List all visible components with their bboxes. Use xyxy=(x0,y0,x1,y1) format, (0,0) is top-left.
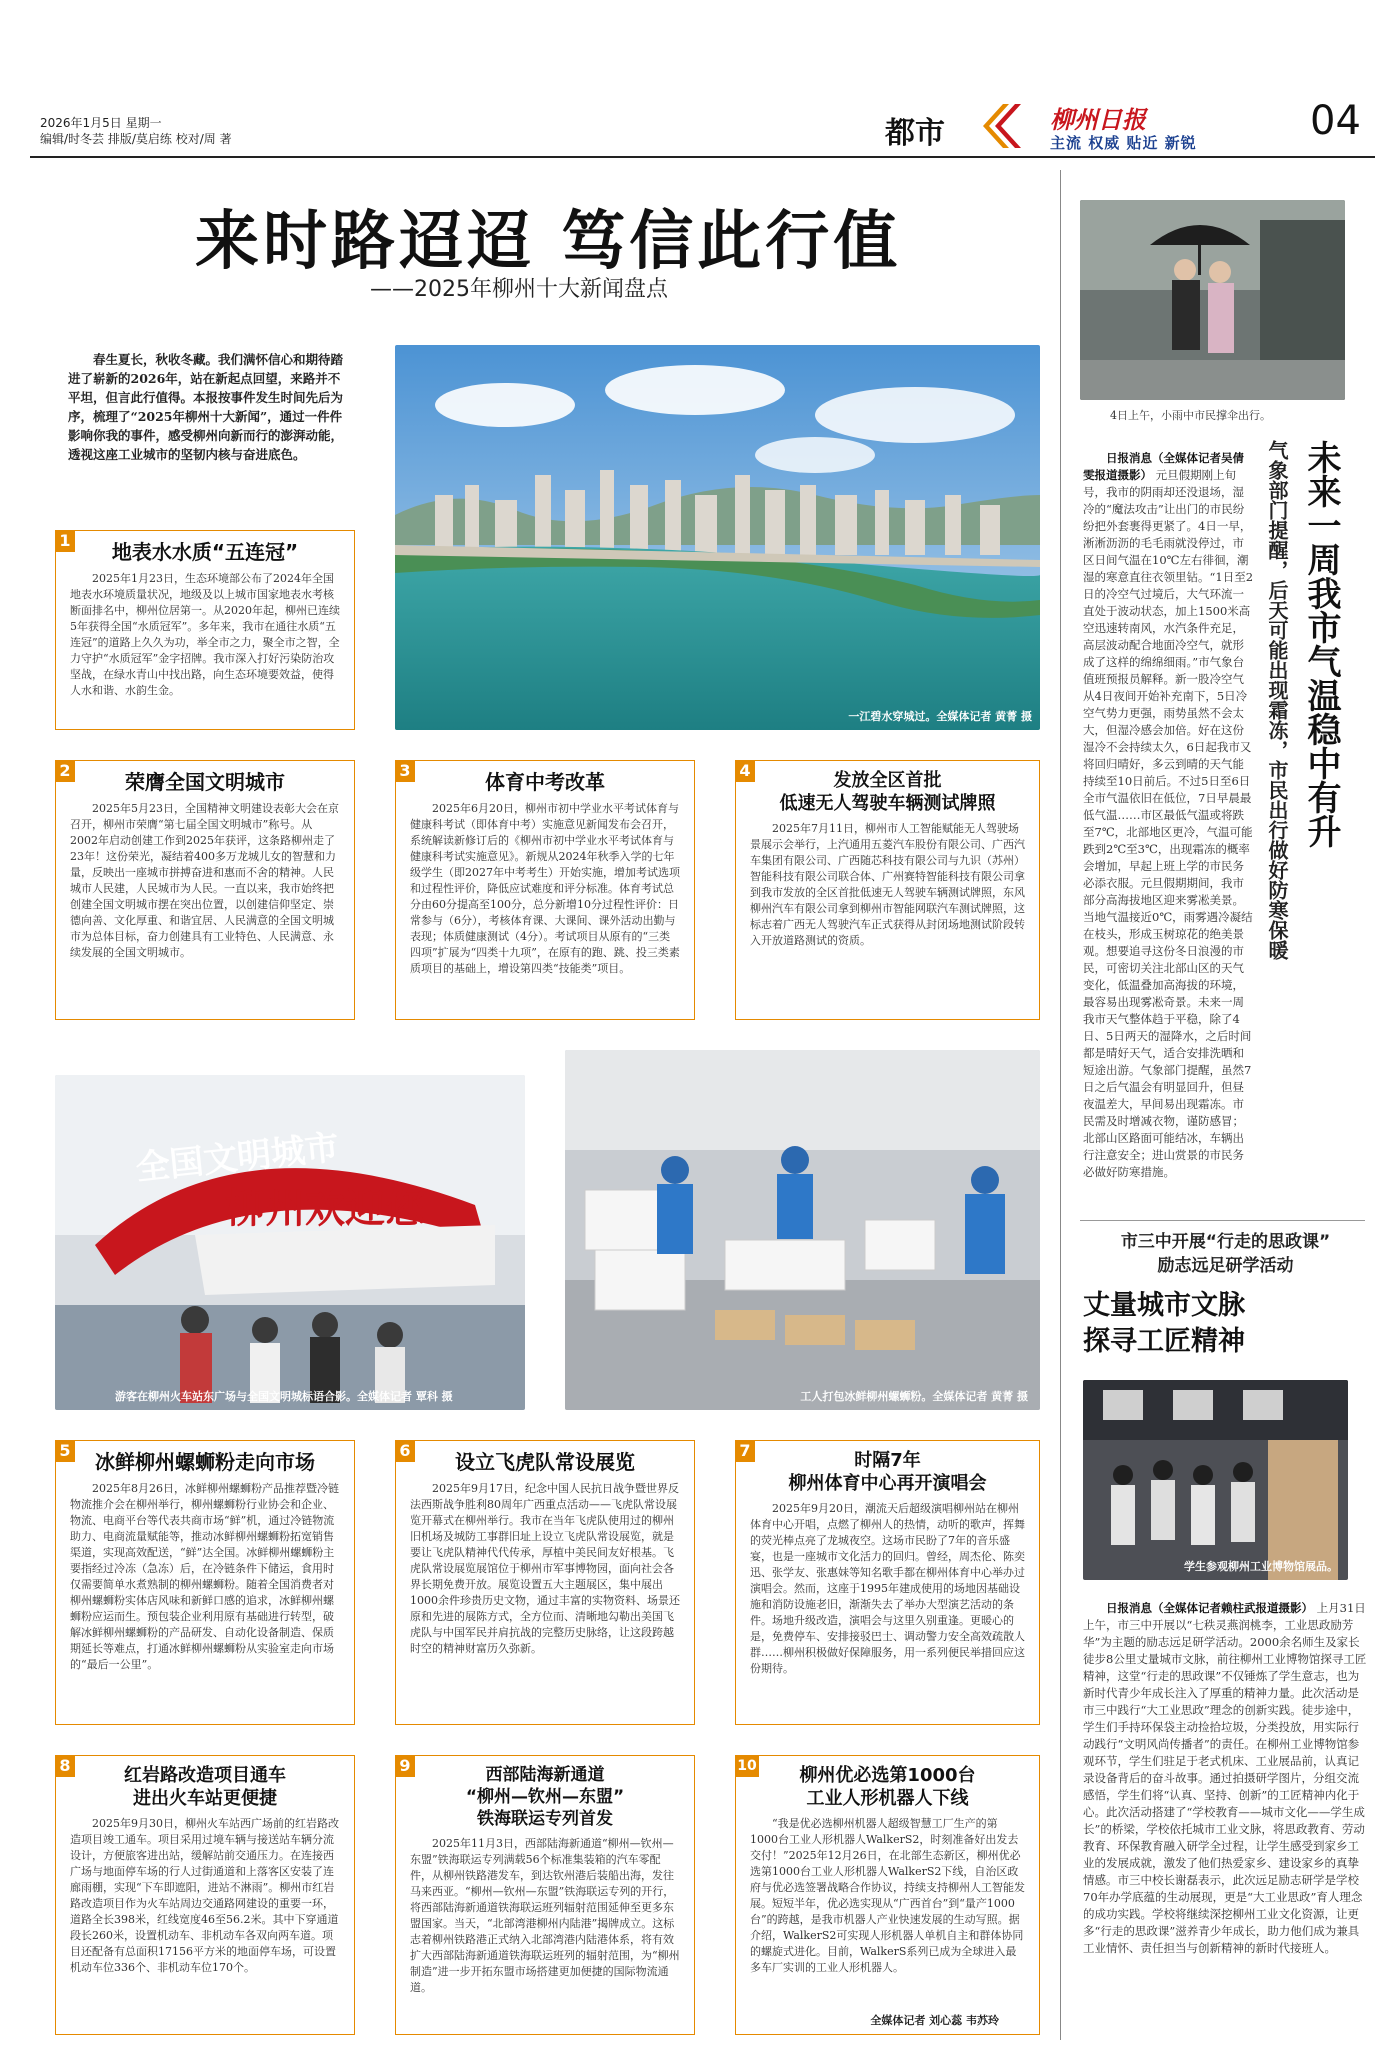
news-item-number: 5 xyxy=(55,1440,75,1462)
civilized-city-sign-photo xyxy=(55,1075,525,1410)
news-item-body: 2025年6月20日，柳州市初中学业水平考试体育与健康科考试（即体育中考）实施意见新闻发布会召开，系统解读新修订后的《柳州市初中学业水平考试体育与健康科考试实施意见》。新规从2024年秋季入学的七年级学生（即2027年中考考生）开始实施，增加考试选项和过程性评价，降低应试难度和评分标准。体育考试总分由60分提高至100分，总分新增10分过程性评价：日常参与（6分），考核体育课、大课间、课外活动出勤与表现；体质健康测试（4分）。考试项目从原有的“三类四项”扩展为“四类十九项”，在原有的跑、跳、投三类素质项目的基础上，增设第四类“技能类”项目。 xyxy=(410,802,680,975)
news-item-8 xyxy=(55,1755,355,2035)
news-item-title: 发放全区首批 低速无人驾驶车辆测试牌照 xyxy=(779,770,996,814)
school-byline: 日报消息（全媒体记者赖柱武报道摄影） xyxy=(1106,1601,1313,1615)
school-article xyxy=(1083,1600,1368,1957)
news-item-title: 时隔7年 柳州体育中心再开演唱会 xyxy=(788,1450,987,1494)
news-item-byline: 全媒体记者 刘心蕊 韦苏玲 xyxy=(870,2014,999,2027)
rain-photo-illustration xyxy=(1080,200,1345,400)
news-item-number: 8 xyxy=(55,1755,75,1777)
news-item-title: 体育中考改革 xyxy=(485,770,605,794)
sign-photo-caption: 游客在柳州火车站东广场与全国文明城标语合影。全媒体记者 覃科 摄 xyxy=(115,1390,453,1403)
news-item-number: 7 xyxy=(735,1440,755,1462)
page-number: 04 xyxy=(1310,98,1361,144)
news-item-title: 冰鲜柳州螺蛳粉走向市场 xyxy=(95,1450,315,1474)
issue-date: 2026年1月5日 星期一 xyxy=(40,116,162,130)
weather-subhead: 气象部门提醒，后天可能出现霜冻，市民出行做好防寒保暖 xyxy=(1265,440,1289,960)
factory-photo-illustration xyxy=(565,1050,1040,1410)
news-item-1 xyxy=(55,530,355,730)
city-photo-caption: 一江碧水穿城过。全媒体记者 黄菁 摄 xyxy=(848,710,1032,723)
newspaper-logo: 柳州日报 xyxy=(1050,106,1146,134)
editor-credits: 编辑/时冬芸 排版/莫启练 校对/周 著 xyxy=(40,132,232,146)
news-item-title: 地表水水质“五连冠” xyxy=(111,540,299,564)
news-item-body: 2025年9月30日，柳州火车站西广场前的红岩路改造项目竣工通车。项目采用过境车辆与接送站车辆分流设计，方便旅客进出站，缓解站前交通压力。在连接西广场与地面停车场的行人过街通道和上落客区安装了连廊雨棚，实现“下车即遮阳，进站不淋雨”。柳州市红岩路改造项目作为火车站周边交通路网建设的重要一环，道路全长398米，红线宽度46至56.2米。其中下穿通道段长260米，设置机动车、非机动车各双向两车道。项目还配备有总面积17156平方米的地面停车场，可设置机动车位336个、非机动车位170个。 xyxy=(70,1817,339,1974)
school-headline: 丈量城市文脉 探寻工匠精神 xyxy=(1083,1290,1245,1357)
section-name: 都市 xyxy=(885,116,945,151)
news-item-5 xyxy=(55,1440,355,1725)
news-item-body: 2025年1月23日，生态环境部公布了2024年全国地表水环境质量状况，地级及以上城市国家地表水考核断面排名中，柳州位居第一。从2020年起，柳州已连续5年获得全国“水质冠军”。多年来，我市在通往水质“五连冠”的道路上久久为功，举全市之力，聚全市之智，全力守护“水质冠军”金字招牌。我市深入打好污染防治攻坚战，在绿水青山中找出路，向生态环境要效益，使得人水和谐、水韵生金。 xyxy=(70,572,340,697)
news-item-body: 2025年9月20日，潮流天后超级演唱柳州站在柳州体育中心开唱，点燃了柳州人的热情，动听的歌声，挥舞的荧光棒点亮了龙城夜空。这场市民盼了7年的音乐盛宴，也是一座城市文化活力的回归。曾经，周杰伦、陈奕迅、张学友、张惠妹等知名歌手都在柳州体育中心举办过演唱会。然而，这座于1995年建成使用的场地因基础设施和消防设施老旧，渐渐失去了举办大型演艺活动的条件。场地升级改造，演唱会与这里久别重逢。更暖心的是，免费停车、安排接驳巴士、调动警力安全高效疏散人群……柳州积极做好保障服务，用一系列便民举措回应这份期待。 xyxy=(750,1502,1025,1675)
rain-photo-caption: 4日上午，小雨中市民撑伞出行。 xyxy=(1110,409,1271,422)
news-item-number: 6 xyxy=(395,1440,415,1462)
factory-packing-photo xyxy=(565,1050,1040,1410)
news-item-3 xyxy=(395,760,695,1020)
news-item-number: 10 xyxy=(735,1755,759,1777)
news-item-number: 2 xyxy=(55,760,75,782)
sign-text-1: 全国文明城市 xyxy=(133,1127,341,1189)
news-item-number: 3 xyxy=(395,760,415,782)
news-item-body: “我是优必选柳州机器人超级智慧工厂生产的第1000台工业人形机器人WalkerS2，时刻准备好出发去交付！”2025年12月26日，在北部生态新区，柳州优必选第1000台工业人形机器人WalkerS2下线，自治区政府与优必选签署战略合作协议，持续支持柳州人工智能发展。短短半年，优必选实现从“广西首台”到“量产1000台”的跨越，是我市机器人产业快速发展的生动写照。据介绍，WalkerS2可实现人形机器人单机自主和群体协同的螺旋式进化。目前，WalkerS系列已成为全球进入最多车厂实训的工业人形机器人。 xyxy=(750,1817,1025,1974)
school-body: 上月31日上午，市三中开展以“七秩灵燕润桃李，工业思政励芳华”为主题的励志远足研学活动。2000余名师生及家长徒步8公里丈量城市文脉，前往柳州工业博物馆探寻工匠精神，这堂“行走的思政课”不仅锤炼了学生意志，也为新时代青少年成长注入了厚重的精神力量。此次活动是市三中践行“大工业思政”理念的创新实践。徒步途中，学生们手持环保袋主动捡拾垃圾，分类投放，用实际行动践行“文明风尚传播者”的责任。在柳州工业博物馆参观环节，学生们驻足于老式机床、工业展品前，认真记录设备背后的奋斗故事。通过拍摄研学图片，分组交流感悟，学生们将“认真、坚持、创新”的工匠精神内化于心。此次活动搭建了“学校教育——城市文化——学生成长”的桥梁，学校依托城市工业文脉，将思政教育、劳动教育、环保教育融入研学全过程，让学生感受到家乡工业的发展成就，激发了他们热爱家乡、建设家乡的真挚情感。市三中校长谢磊表示，此次远足励志研学是学校70年办学底蕴的生动展现，更是“大工业思政”育人理念的成功实践。学校将继续深挖柳州工业文化资源，让更多“行走的思政课”滋养青少年成长，助力他们成为兼具工业情怀、责任担当与创新精神的新时代接班人。 xyxy=(1083,1601,1367,1955)
header-divider xyxy=(30,156,1375,158)
chevron-left-icon xyxy=(975,100,1021,152)
museum-photo-illustration xyxy=(1083,1380,1348,1580)
feature-headline: 来时路迢迢 笃信此行值 xyxy=(195,204,902,279)
news-item-title: 荣膺全国文明城市 xyxy=(125,770,285,794)
feature-intro: 春生夏长，秋收冬藏。我们满怀信心和期待踏进了崭新的2026年，站在新起点回望，来路并不平坦，但言此行值得。本报按事件发生时间先后为序，梳理了“2025年柳州十大新闻”，通过一件件影响你我的事件，感受柳州向新而行的澎湃动能，透视这座工业城市的坚韧内核与奋进底色。 xyxy=(68,352,344,462)
news-item-9 xyxy=(395,1755,695,2035)
news-item-title: 西部陆海新通道 “柳州—钦州—东盟” 铁海联运专列首发 xyxy=(465,1765,625,1829)
news-item-body: 2025年9月17日，纪念中国人民抗日战争暨世界反法西斯战争胜利80周年广西重点活动——飞虎队常设展览开幕式在柳州举行。我市在当年飞虎队使用过的柳州旧机场及城防工事群旧址上设立飞虎队常设展览，就是要让飞虎队精神代代传承，厚植中美民间友好根基。飞虎队常设展览展馆位于柳州市军事博物园，面向社会各界长期免费开放。展览设置五大主题展区，集中展出1000余件珍贵历史文物，通过丰富的实物资料、场景还原和先进的展陈方式，全方位而、清晰地勾勒出美国飞虎队与中国军民并肩抗战的完整历史脉络，让这段跨越时空的精神财富历久弥新。 xyxy=(410,1482,680,1655)
news-item-title: 柳州优必选第1000台 工业人形机器人下线 xyxy=(799,1765,976,1809)
city-river-photo xyxy=(395,345,1040,730)
weather-byline: 日报消息（全媒体记者吴倩雯报道摄影） xyxy=(1083,451,1244,482)
news-item-10 xyxy=(735,1755,1040,2035)
news-item-number: 4 xyxy=(735,760,755,782)
column-divider xyxy=(1060,170,1061,2040)
weather-body: 元旦假期刚上旬号，我市的阴雨却还没退场，湿冷的“魔法攻击”让出门的市民纷纷把外套裹得更紧了。4日一早，淅淅沥沥的毛毛雨就没停过，市区日间气温在10℃左右徘徊，潮湿的寒意直往衣领里钻。“1日至2日的冷空气过境后，大气环流一直处于波动状态，加上1500米高空迅速转南风，水汽条件充足，高层波动配合地面冷空气，就形成了这样的绵绵细雨。”市气象台值班预报员解释。新一股冷空气从4日夜间开始补充南下，5日冷空气势力更强，雨势虽然不会太大，但湿冷感会加倍。好在这份湿冷不会持续太久，6日起我市又将回归晴好，多云到晴的天气能持续至10日前后。不过5日至6日全市气温依旧在低位，7日早晨最低气温……市区最低气温或将跌至7℃，北部地区更冷，气温可能跌到2℃至3℃，出现霜冻的概率会增加，早起上班上学的市民务必添衣服。元旦假期期间，我市部分高海拔地区迎来雾凇美景。当地气温接近0℃，雨雾遇冷凝结在枝头，形成玉树琼花的绝美景观。想要追寻这份冬日浪漫的市民，可密切关注北部山区的天气变化，低温叠加高海拔的环境，最容易出现雾凇奇景。未来一周我市天气整体趋于平稳，除了4日、5日两天的湿降水，之后时间都是晴好天气，适合安排洗晒和短途出游。气象部门提醒，虽然7日之后气温会有明显回升，但昼夜温差大，早间易出现霜冻。市民需及时增减衣物，谨防感冒；北部山区路面可能结冰，车辆出行注意安全；进山赏景的市民务必做好防寒措施。 xyxy=(1083,468,1254,1179)
newspaper-slogan: 主流 权威 贴近 新锐 xyxy=(1050,134,1197,152)
factory-photo-caption: 工人打包冰鲜柳州螺蛳粉。全媒体记者 黄菁 摄 xyxy=(800,1390,1028,1403)
news-item-title: 设立飞虎队常设展览 xyxy=(455,1450,635,1474)
rain-umbrella-photo xyxy=(1080,200,1345,400)
feature-subhead: ——2025年柳州十大新闻盘点 xyxy=(370,277,668,302)
news-item-body: 2025年5月23日，全国精神文明建设表彰大会在京召开，柳州市荣膺“第七届全国文明城市”称号。从2002年启动创建工作到2025年获评，这条路柳州走了23年！这份荣光，凝结着400多万龙城儿女的智慧和力量，反映出一座城市拼搏奋进和惠而不舍的精神。人民城市人民建，人民城市为人民。一直以来，我市始终把创建全国文明城市摆在突出位置，以创建信仰坚定、崇德向善、文化厚重、和谐宜居、人民满意的全国文明城市为总体目标，奋力创建具有工业特色、人民满意、永续发展的全国文明城市。 xyxy=(70,802,339,959)
news-item-2 xyxy=(55,760,355,1020)
museum-photo-caption: 学生参观柳州工业博物馆展品。 xyxy=(1184,1560,1338,1573)
news-item-4 xyxy=(735,760,1040,1020)
news-item-number: 9 xyxy=(395,1755,415,1777)
news-item-number: 1 xyxy=(55,530,75,552)
news-item-6 xyxy=(395,1440,695,1725)
news-item-title: 红岩路改造项目通车 进出火车站更便捷 xyxy=(124,1765,286,1809)
school-kicker: 市三中开展“行走的思政课” 励志远足研学活动 xyxy=(1120,1232,1331,1276)
sign-text-2: 柳州欢迎您 xyxy=(225,1186,425,1232)
news-item-7 xyxy=(735,1440,1040,1725)
city-river-illustration xyxy=(395,345,1040,730)
weather-article xyxy=(1083,450,1253,1181)
news-item-body: 2025年11月3日，西部陆海新通道“柳州—钦州—东盟”铁海联运专列满载56个标准集装箱的汽车零配件，从柳州铁路港发车，到达钦州港后装船出海，发往马来西亚。“柳州—钦州—东盟”铁海联运专列的开行，将西部陆海新通道铁海联运班列辐射范围延伸至更多东盟国家。当天，“北部湾港柳州内陆港”揭牌成立。这标志着柳州铁路港正式纳入北部湾港内陆港体系，将有效扩大西部陆海新通道铁海联运班列的辐射范围，为“柳州制造”进一步开拓东盟市场搭建更加便捷的国际物流通道。 xyxy=(410,1837,680,1994)
header-meta xyxy=(40,115,232,147)
news-item-body: 2025年8月26日，冰鲜柳州螺蛳粉产品推荐暨冷链物流推介会在柳州举行，柳州螺蛳粉行业协会和企业、物流、电商平台等代表共商市场“鲜”机，通过冷链物流助力、电商流量赋能等，推动冰鲜柳州螺蛳粉拓宽销售渠道，实现高效配送，“鲜”达全国。冰鲜柳州螺蛳粉主要指经过冷冻（急冻）后，在冷链条件下储运，食用时仅需要简单水煮熟制的柳州螺蛳粉。随着全国消费者对柳州螺蛳粉实体店风味和新鲜口感的追求，冰鲜柳州螺蛳粉应运而生。预包装企业利用原有基础进行转型，破解冰鲜柳州螺蛳粉的产品研发、自动化设备制造、保质期延长等难点，打通冰鲜柳州螺蛳粉从实验室走向市场的“最后一公里”。 xyxy=(70,1482,339,1671)
weather-divider xyxy=(1080,1220,1365,1221)
museum-visit-photo xyxy=(1083,1380,1348,1580)
weather-headline: 未来一周我市气温稳中有升 xyxy=(1301,440,1341,848)
news-item-body: 2025年7月11日，柳州市人工智能赋能无人驾驶场景展示会举行，上汽通用五菱汽车股份有限公司、广西汽车集团有限公司、广西随芯科技有限公司与九识（苏州）智能科技有限公司联合体、广州赛特智能科技有限公司拿到我市发放的全区首批低速无人驾驶车辆测试牌照，东风柳州汽车有限公司拿到柳州市智能网联汽车测试牌照，这标志着广西无人驾驶汽车正式获得从封闭场地测试阶段转入开放道路测试的资质。 xyxy=(750,822,1025,947)
